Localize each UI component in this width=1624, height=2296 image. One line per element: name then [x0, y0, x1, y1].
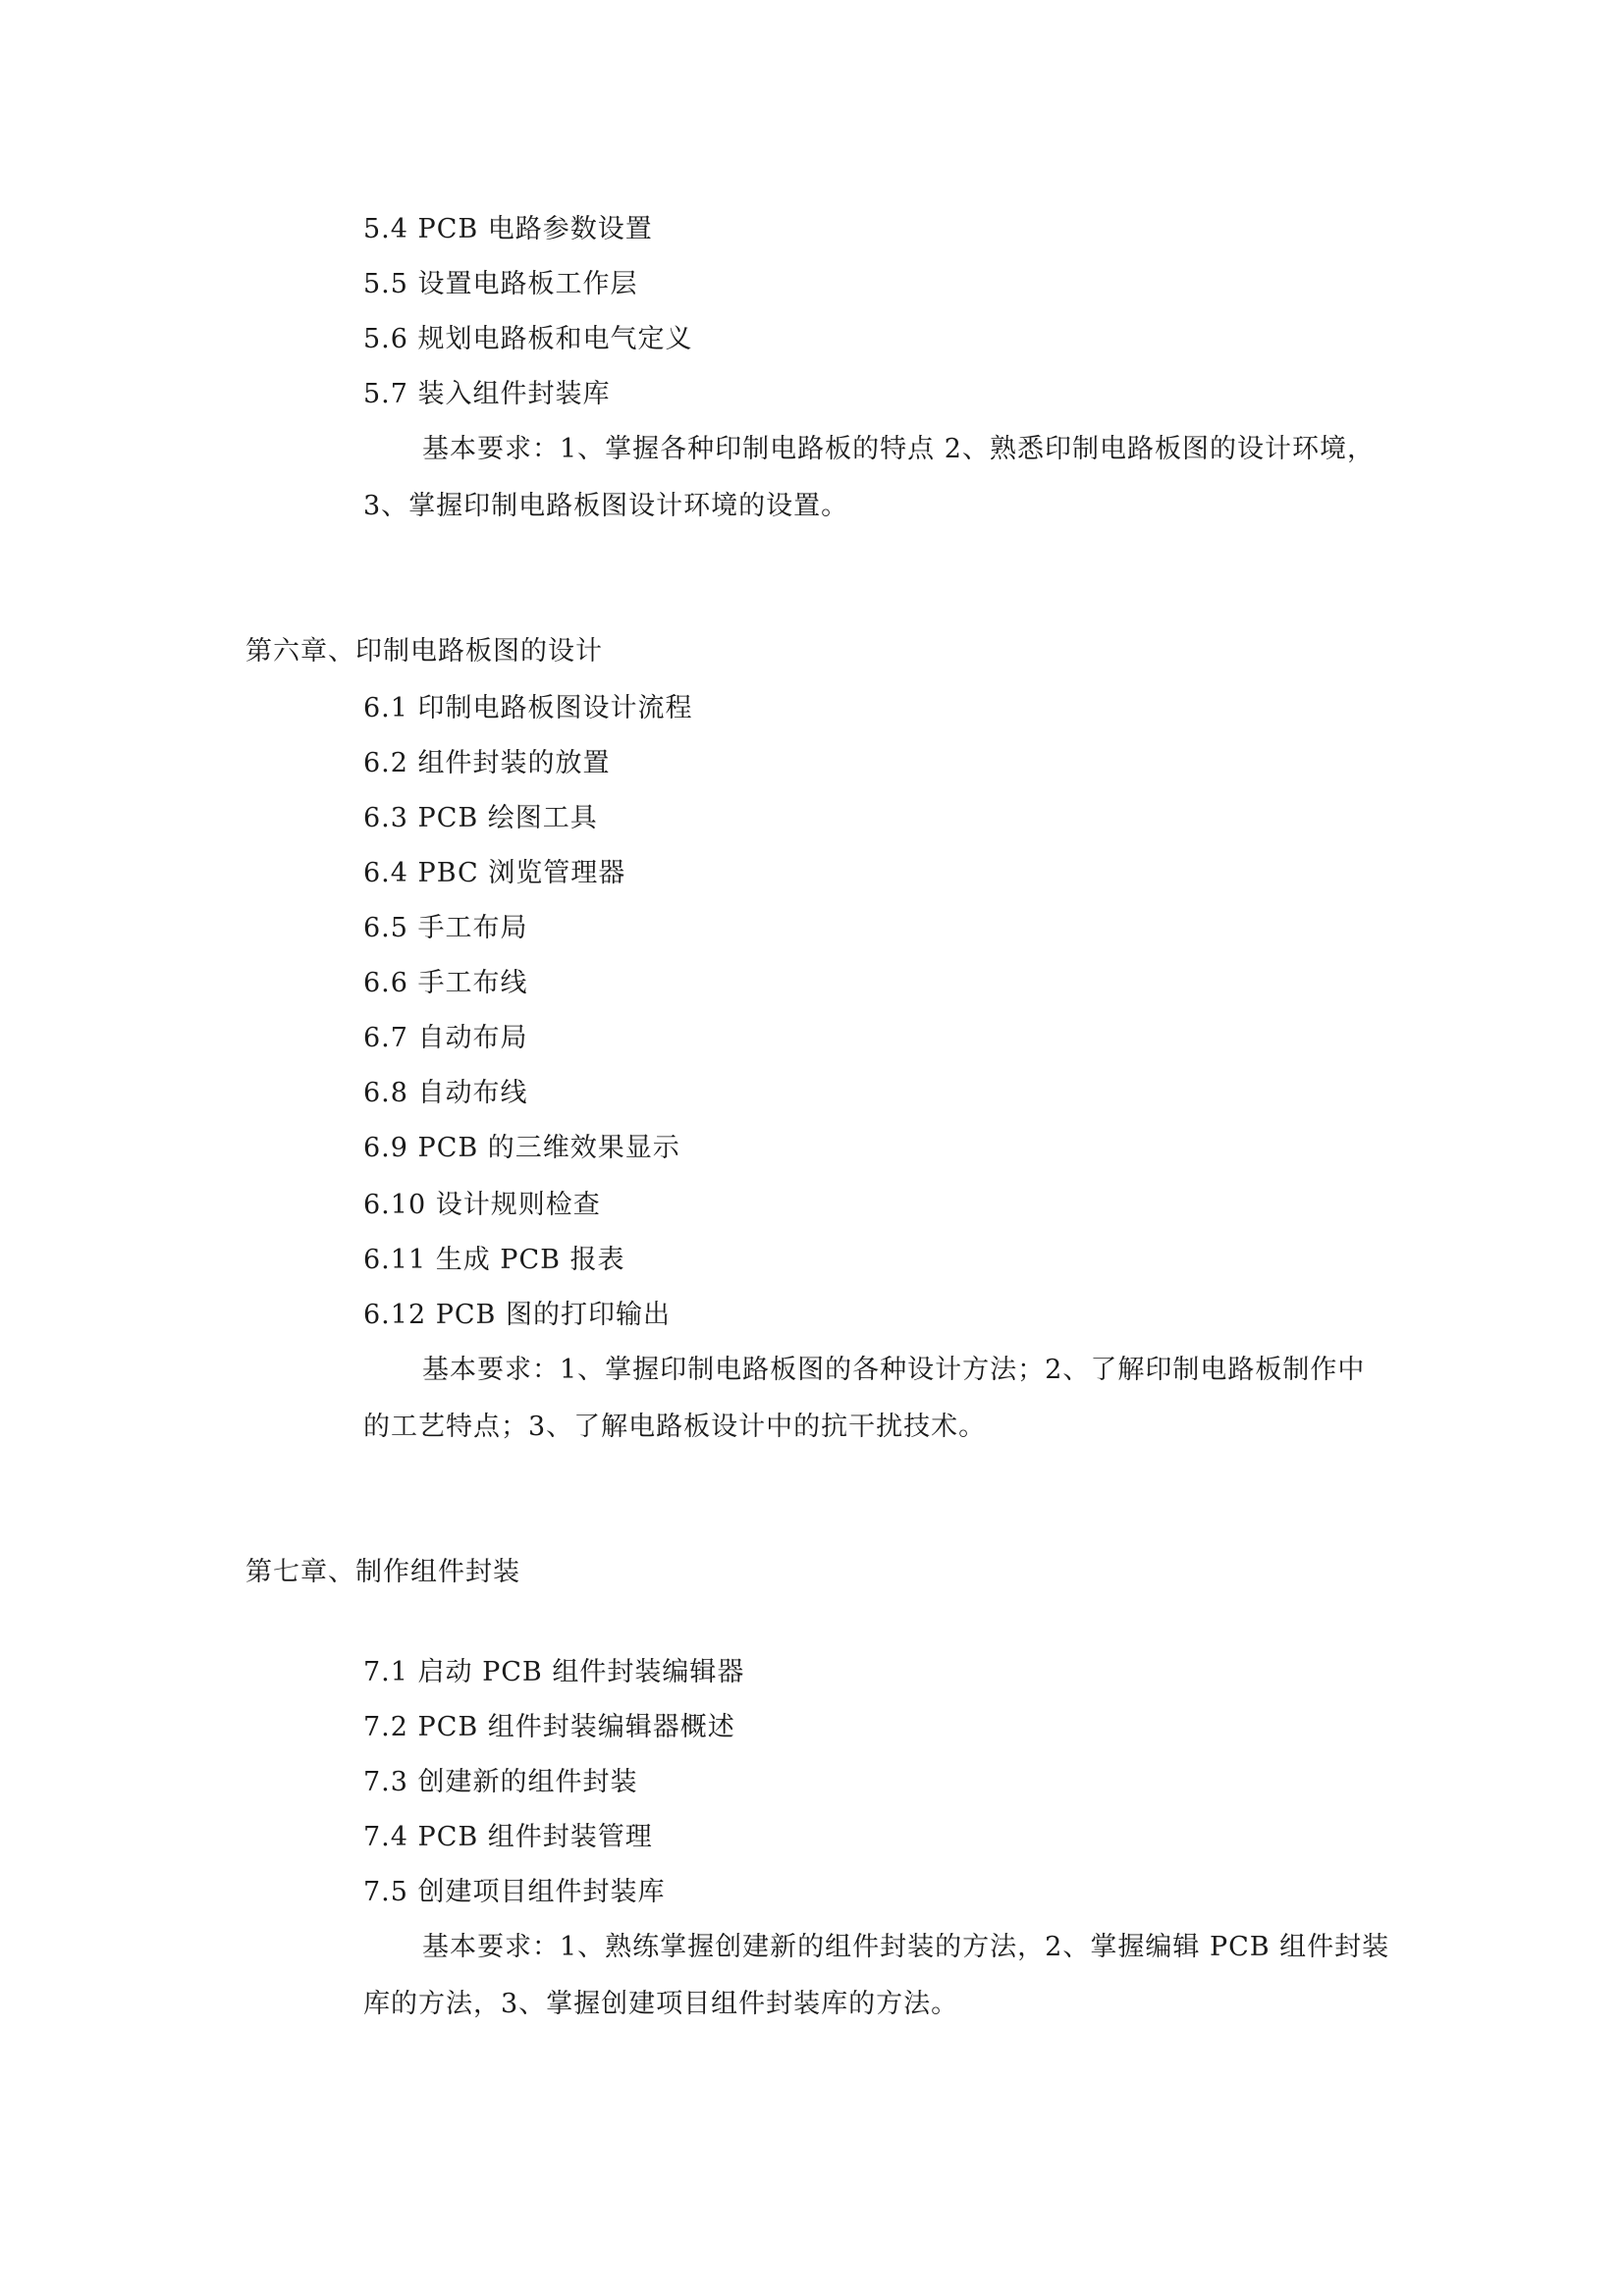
- section-item: 6.1 印制电路板图设计流程: [363, 693, 693, 723]
- section-item: 6.11 生成 PCB 报表: [363, 1245, 625, 1275]
- section-item: 6.12 PCB 图的打印输出: [363, 1300, 671, 1330]
- section-item: 6.9 PCB 的三维效果显示: [363, 1133, 680, 1163]
- section-item: 5.7 装入组件封装库: [363, 379, 611, 409]
- requirement-text: 基本要求：1、掌握印制电路板图的各种设计方法；2、了解印制电路板制作中: [422, 1355, 1366, 1385]
- section-item: 6.5 手工布局: [363, 913, 528, 943]
- section-item: 6.2 组件封装的放置: [363, 748, 611, 778]
- section-item: 5.4 PCB 电路参数设置: [363, 214, 653, 244]
- section-item: 7.5 创建项目组件封装库: [363, 1877, 666, 1907]
- chapter-title: 第六章、印制电路板图的设计: [245, 636, 603, 667]
- requirement-text: 库的方法，3、掌握创建项目组件封装库的方法。: [363, 1989, 959, 2019]
- section-item: 7.2 PCB 组件封装编辑器概述: [363, 1712, 735, 1742]
- section-item: 6.8 自动布线: [363, 1078, 528, 1108]
- section-item: 6.6 手工布线: [363, 968, 528, 998]
- requirement-text: 的工艺特点；3、了解电路板设计中的抗干扰技术。: [363, 1412, 987, 1442]
- section-item: 7.1 启动 PCB 组件封装编辑器: [363, 1657, 745, 1687]
- requirement-text: 基本要求：1、掌握各种印制电路板的特点 2、熟悉印制电路板图的设计环境，: [422, 434, 1375, 464]
- section-item: 5.5 设置电路板工作层: [363, 269, 638, 299]
- section-item: 6.4 PBC 浏览管理器: [363, 858, 626, 888]
- section-item: 6.10 设计规则检查: [363, 1190, 601, 1220]
- requirement-text: 基本要求：1、熟练掌握创建新的组件封装的方法，2、掌握编辑 PCB 组件封装: [422, 1932, 1390, 1962]
- section-item: 7.3 创建新的组件封装: [363, 1767, 638, 1797]
- section-item: 7.4 PCB 组件封装管理: [363, 1822, 653, 1852]
- section-item: 5.6 规划电路板和电气定义: [363, 324, 693, 354]
- section-item: 6.7 自动布局: [363, 1023, 528, 1053]
- section-item: 6.3 PCB 绘图工具: [363, 803, 598, 833]
- chapter-title: 第七章、制作组件封装: [245, 1557, 520, 1587]
- requirement-text: 3、掌握印制电路板图设计环境的设置。: [363, 491, 849, 521]
